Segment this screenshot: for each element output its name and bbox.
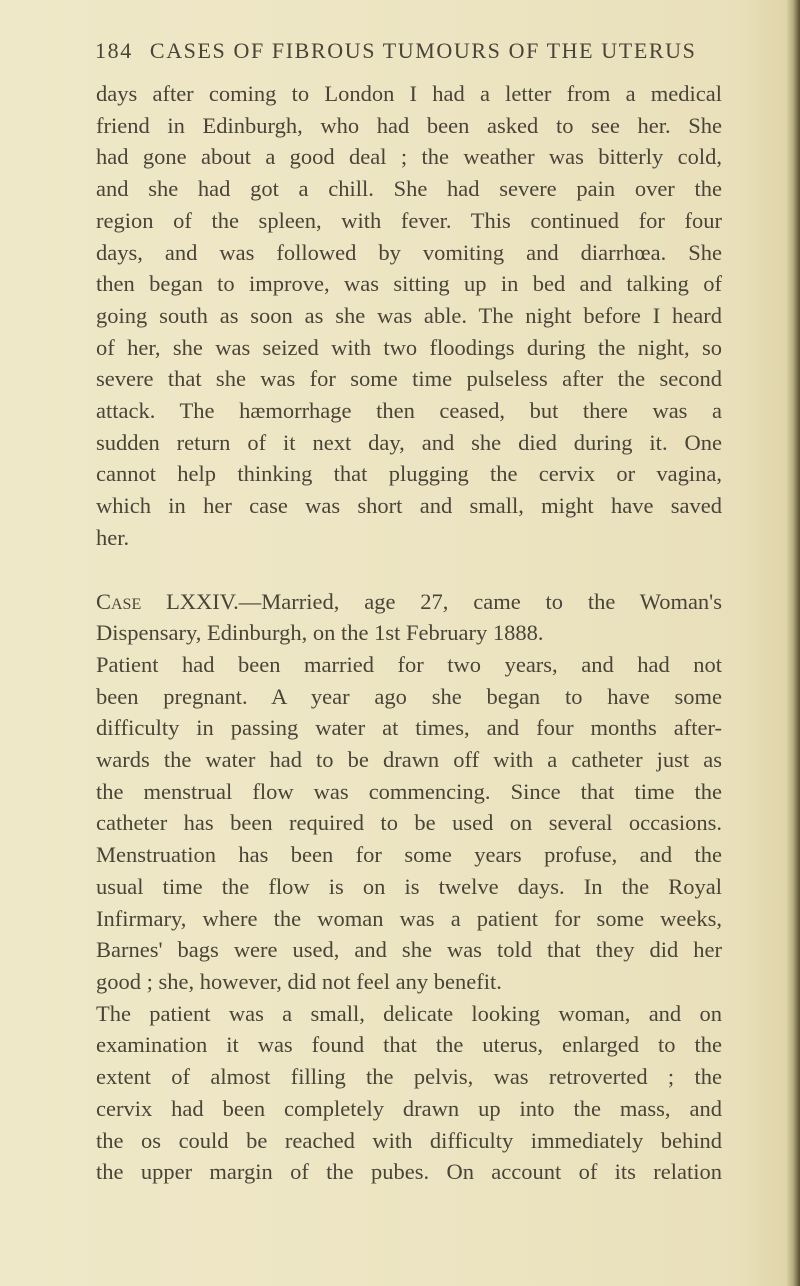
running-head <box>95 38 735 64</box>
paragraph-continuation <box>96 78 722 554</box>
text-line: friend in Edinburgh, who had been asked to see her. She <box>96 112 722 138</box>
text-line: The patient was a small, delicate looking woman, and on <box>96 1000 722 1026</box>
text-line: days after coming to London I had a letter from a medical <box>96 81 722 106</box>
text-line: the os could be reached with difficulty immediately behind <box>96 1127 722 1153</box>
text-line: had gone about a good deal ; the weather was bitterly cold, <box>96 144 722 170</box>
text-line: usual time the flow is on is twelve days. In the Royal <box>96 873 722 899</box>
text-line: wards the water had to be drawn off with a catheter just as <box>96 747 722 773</box>
paragraph-history <box>96 649 722 998</box>
text-line: going south as soon as she was able. The night before I heard <box>96 302 722 328</box>
paragraph-examination <box>96 998 722 1188</box>
page-edge-shadow <box>786 0 800 1286</box>
text-line: and she had got a chill. She had severe pain over the <box>96 176 722 202</box>
text-line: examination it was found that the uterus, enlarged to the <box>96 1032 722 1058</box>
text-line: cervix had been completely drawn up into the mass, and <box>96 1095 722 1121</box>
text-line: Infirmary, where the woman was a patient for some weeks, <box>96 905 722 931</box>
text-line: Dispensary, Edinburgh, on the 1st February 1888. <box>96 620 544 646</box>
text-line: the upper margin of the pubes. On account of its relation <box>96 1159 722 1185</box>
text-line: Patient had been married for two years, and had not <box>96 651 722 677</box>
text-line: good ; she, however, did not feel any benefit. <box>96 968 502 994</box>
text-line: which in her case was short and small, might have saved <box>96 493 722 519</box>
case-label: Case LXXIV. <box>96 588 239 614</box>
text-line: cannot help thinking that plugging the cervix or vagina, <box>96 461 722 487</box>
body-text <box>96 78 722 1188</box>
text-line: her. <box>96 524 130 550</box>
case-heading-paragraph <box>96 586 722 649</box>
page-number: 184 <box>95 38 133 63</box>
running-title: CASES OF FIBROUS TUMOURS OF THE UTERUS <box>149 38 697 63</box>
text-line: difficulty in passing water at times, and four months after- <box>96 715 722 741</box>
text-line: Menstruation has been for some years profuse, and the <box>96 842 722 868</box>
text-line: catheter has been required to be used on several occasions. <box>96 810 722 836</box>
text-line: region of the spleen, with fever. This continued for four <box>96 207 722 233</box>
text-line: the menstrual flow was commencing. Since that time the <box>96 778 722 804</box>
text-line: sudden return of it next day, and she died during it. One <box>96 429 722 455</box>
text-line: of her, she was seized with two floodings during the night, so <box>96 334 722 360</box>
text-line: severe that she was for some time pulseless after the second <box>96 366 722 392</box>
text-line: extent of almost filling the pelvis, was retroverted ; the <box>96 1064 722 1090</box>
text-line: then began to improve, was sitting up in bed and talking of <box>96 271 722 297</box>
text-line <box>96 586 722 618</box>
text-line: been pregnant. A year ago she began to have some <box>96 683 722 709</box>
text-line: Barnes' bags were used, and she was told that they did her <box>96 937 722 963</box>
text-line: attack. The hæmorrhage then ceased, but there was a <box>96 398 722 424</box>
text-line: days, and was followed by vomiting and diarrhœa. She <box>96 239 722 265</box>
paragraph-gap <box>96 554 722 586</box>
case-intro: —Married, age 27, came to the Woman's <box>238 588 722 614</box>
